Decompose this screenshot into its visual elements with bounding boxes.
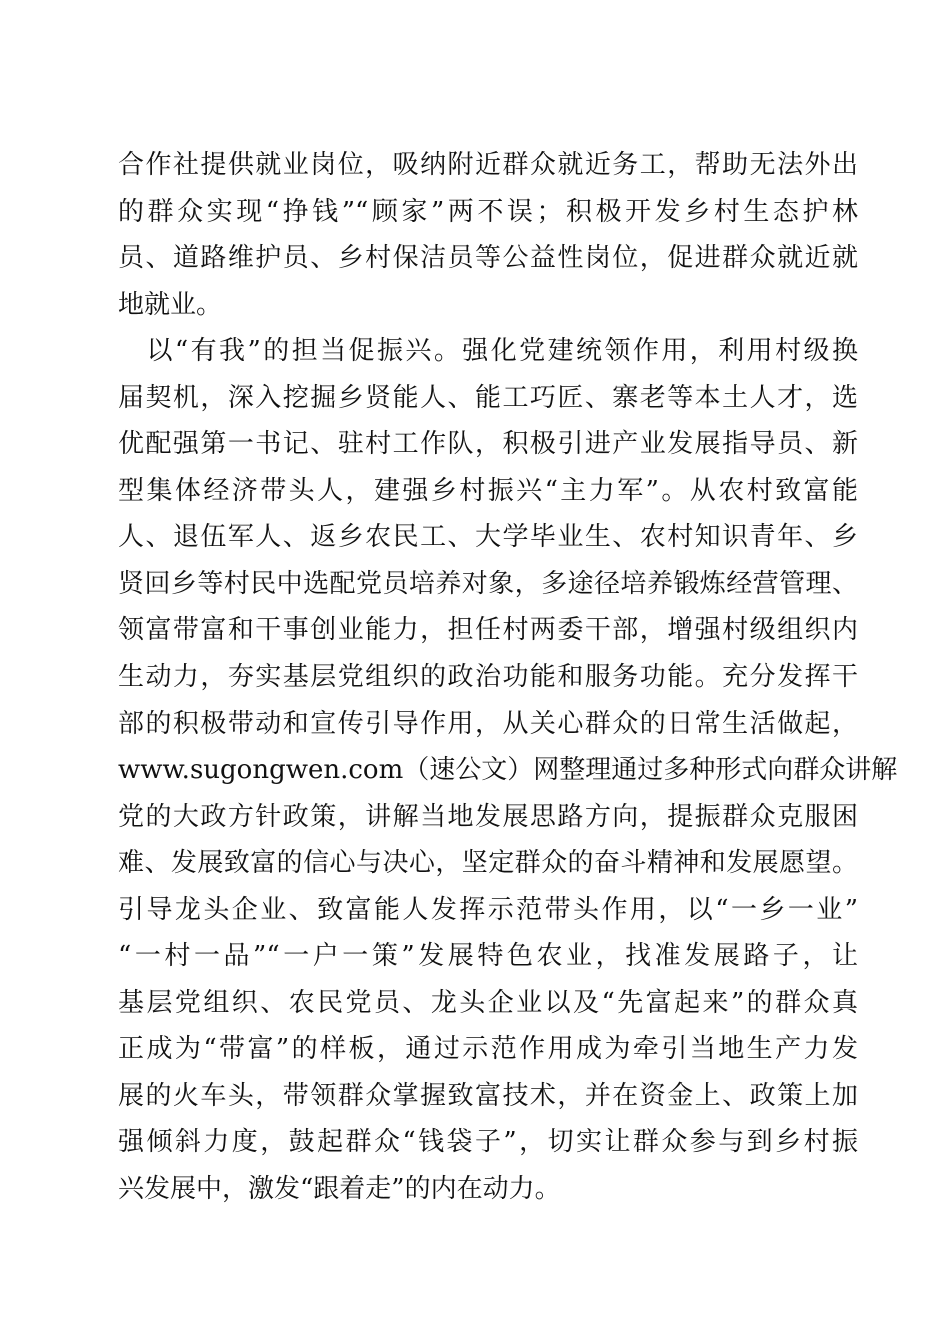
paragraph-first-line: 以“有我”的担当促振兴。强化党建统领作用，利用村级换 xyxy=(118,336,858,367)
source-url-line: www.sugongwen.com（速公文）网整理通过多种形式向群众讲解 xyxy=(118,755,898,786)
text-line: 兴发展中，激发“跟着走”的内在动力。 xyxy=(118,1174,561,1205)
text-line: 基层党组织、农民党员、龙头企业以及“先富起来”的群众真 xyxy=(118,987,858,1018)
text-line: 届契机，深入挖掘乡贤能人、能工巧匠、寨老等本土人才，选 xyxy=(118,382,858,413)
text-line: 强倾斜力度，鼓起群众“钱袋子”，切实让群众参与到乡村振 xyxy=(118,1127,858,1158)
text-line: “一村一品”“一户一策”发展特色农业，找准发展路子，让 xyxy=(118,941,858,972)
text-line: 人、退伍军人、返乡农民工、大学毕业生、农村知识青年、乡 xyxy=(118,522,858,553)
text-line: 优配强第一书记、驻村工作队，积极引进产业发展指导员、新 xyxy=(118,429,858,460)
text-line: 正成为“带富”的样板，通过示范作用成为牵引当地生产力发 xyxy=(118,1034,858,1065)
text-line: 的群众实现“挣钱”“顾家”两不误；积极开发乡村生态护林 xyxy=(118,196,858,227)
text-line: 生动力，夯实基层党组织的政治功能和服务功能。充分发挥干 xyxy=(118,662,858,693)
text-line: 员、道路维护员、乡村保洁员等公益性岗位，促进群众就近就 xyxy=(118,243,858,274)
text-line: 引导龙头企业、致富能人发挥示范带头作用，以“一乡一业” xyxy=(118,894,858,925)
text-line: 党的大政方针政策，讲解当地发展思路方向，提振群众克服困 xyxy=(118,801,858,832)
text-line: 难、发展致富的信心与决心，坚定群众的奋斗精神和发展愿望。 xyxy=(118,848,858,879)
text-line: 贤回乡等村民中选配党员培养对象，多途径培养锻炼经营管理、 xyxy=(118,568,858,599)
body-text xyxy=(118,142,898,1213)
text-line: 展的火车头，带领群众掌握致富技术，并在资金上、政策上加 xyxy=(118,1080,858,1111)
text-line: 部的积极带动和宣传引导作用，从关心群众的日常生活做起， xyxy=(118,708,858,739)
text-line: 合作社提供就业岗位，吸纳附近群众就近务工，帮助无法外出 xyxy=(118,150,858,180)
text-line: 型集体经济带头人，建强乡村振兴“主力军”。从农村致富能 xyxy=(118,475,858,506)
text-line: 领富带富和干事创业能力，担任村两委干部，增强村级组织内 xyxy=(118,615,858,646)
text-line: 地就业。 xyxy=(118,289,223,320)
